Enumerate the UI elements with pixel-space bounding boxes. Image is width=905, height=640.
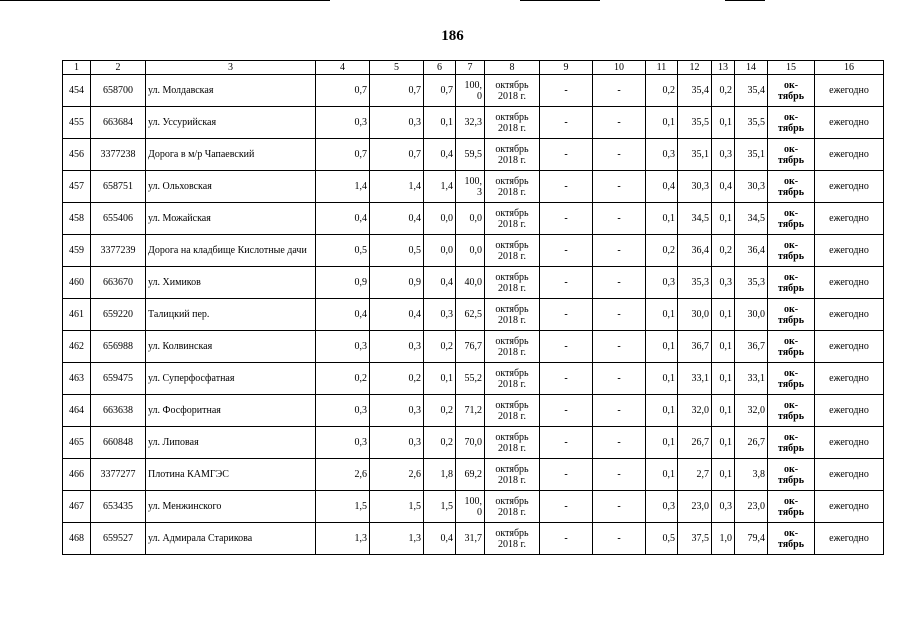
cell-month: ок- тябрь — [768, 171, 815, 203]
cell-col-13: 0,3 — [712, 267, 735, 299]
cell-col-10: - — [593, 203, 646, 235]
cell-col-4: 0,7 — [316, 75, 370, 107]
cell-col-9: - — [540, 203, 593, 235]
cell-road-name: Плотина КАМГЭС — [146, 459, 316, 491]
cell-road-id: 660848 — [91, 427, 146, 459]
cell-road-id: 663670 — [91, 267, 146, 299]
cell-col-11: 0,3 — [646, 267, 678, 299]
cell-col-13: 1,0 — [712, 523, 735, 555]
cell-col-4: 0,3 — [316, 427, 370, 459]
cell-col-11: 0,1 — [646, 427, 678, 459]
cell-col-12: 35,1 — [678, 139, 712, 171]
cell-col-13: 0,1 — [712, 427, 735, 459]
cell-road-name: ул. Можайская — [146, 203, 316, 235]
cell-date: октябрь 2018 г. — [485, 523, 540, 555]
table-row — [63, 523, 884, 555]
cell-col-5: 0,2 — [370, 363, 424, 395]
column-header-16: 16 — [815, 61, 884, 75]
cell-road-name: ул. Молдавская — [146, 75, 316, 107]
cell-col-10: - — [593, 139, 646, 171]
cell-road-name: ул. Химиков — [146, 267, 316, 299]
cell-col-7: 55,2 — [456, 363, 485, 395]
cell-road-id: 3377277 — [91, 459, 146, 491]
cell-month: ок- тябрь — [768, 267, 815, 299]
cell-col-6: 0,2 — [424, 331, 456, 363]
column-header-9: 9 — [540, 61, 593, 75]
cell-month: ок- тябрь — [768, 459, 815, 491]
cell-frequency: ежегодно — [815, 395, 884, 427]
table-row — [63, 363, 884, 395]
cell-col-14: 23,0 — [735, 491, 768, 523]
cell-col-6: 0,4 — [424, 139, 456, 171]
cell-col-7: 59,5 — [456, 139, 485, 171]
cell-col-7: 0,0 — [456, 203, 485, 235]
cell-month: ок- тябрь — [768, 139, 815, 171]
table-row — [63, 395, 884, 427]
cell-col-4: 2,6 — [316, 459, 370, 491]
header-row — [63, 61, 884, 75]
cell-col-7: 69,2 — [456, 459, 485, 491]
cell-col-6: 0,1 — [424, 107, 456, 139]
cell-col-13: 0,1 — [712, 363, 735, 395]
cell-col-11: 0,2 — [646, 75, 678, 107]
cell-col-6: 0,1 — [424, 363, 456, 395]
cell-col-9: - — [540, 107, 593, 139]
cell-col-4: 1,5 — [316, 491, 370, 523]
cell-col-9: - — [540, 235, 593, 267]
cell-col-6: 0,4 — [424, 267, 456, 299]
cell-col-12: 32,0 — [678, 395, 712, 427]
cell-road-id: 663638 — [91, 395, 146, 427]
cell-date: октябрь 2018 г. — [485, 299, 540, 331]
cell-col-9: - — [540, 267, 593, 299]
cell-col-10: - — [593, 107, 646, 139]
column-header-1: 1 — [63, 61, 91, 75]
cell-col-9: - — [540, 427, 593, 459]
cell-month: ок- тябрь — [768, 427, 815, 459]
cell-row-number: 463 — [63, 363, 91, 395]
cell-col-12: 30,0 — [678, 299, 712, 331]
cell-col-4: 0,4 — [316, 203, 370, 235]
cell-col-6: 0,7 — [424, 75, 456, 107]
cell-month: ок- тябрь — [768, 299, 815, 331]
column-header-4: 4 — [316, 61, 370, 75]
cell-road-id: 659527 — [91, 523, 146, 555]
cell-road-id: 658700 — [91, 75, 146, 107]
cell-date: октябрь 2018 г. — [485, 427, 540, 459]
cell-row-number: 460 — [63, 267, 91, 299]
cell-col-10: - — [593, 267, 646, 299]
cell-road-name: ул. Колвинская — [146, 331, 316, 363]
cell-col-14: 35,3 — [735, 267, 768, 299]
cell-col-10: - — [593, 491, 646, 523]
cell-frequency: ежегодно — [815, 459, 884, 491]
cell-date: октябрь 2018 г. — [485, 139, 540, 171]
cell-col-12: 35,4 — [678, 75, 712, 107]
cell-col-5: 0,9 — [370, 267, 424, 299]
cell-col-7: 0,0 — [456, 235, 485, 267]
cell-col-7: 71,2 — [456, 395, 485, 427]
table-row — [63, 267, 884, 299]
cell-col-6: 0,3 — [424, 299, 456, 331]
cell-col-10: - — [593, 459, 646, 491]
cell-month: ок- тябрь — [768, 75, 815, 107]
cell-date: октябрь 2018 г. — [485, 171, 540, 203]
cell-road-id: 3377239 — [91, 235, 146, 267]
cell-col-4: 0,9 — [316, 267, 370, 299]
cell-col-9: - — [540, 331, 593, 363]
table-row — [63, 235, 884, 267]
cell-col-12: 36,7 — [678, 331, 712, 363]
cell-row-number: 465 — [63, 427, 91, 459]
cell-col-4: 0,5 — [316, 235, 370, 267]
cell-col-6: 0,2 — [424, 427, 456, 459]
cell-col-12: 36,4 — [678, 235, 712, 267]
cell-month: ок- тябрь — [768, 491, 815, 523]
table-row — [63, 331, 884, 363]
cell-col-5: 0,3 — [370, 427, 424, 459]
cell-frequency: ежегодно — [815, 299, 884, 331]
cell-row-number: 456 — [63, 139, 91, 171]
cell-col-4: 0,3 — [316, 395, 370, 427]
cell-col-9: - — [540, 523, 593, 555]
cell-row-number: 466 — [63, 459, 91, 491]
cell-col-5: 0,3 — [370, 395, 424, 427]
cell-row-number: 464 — [63, 395, 91, 427]
cell-month: ок- тябрь — [768, 203, 815, 235]
cell-date: октябрь 2018 г. — [485, 235, 540, 267]
column-header-5: 5 — [370, 61, 424, 75]
cell-col-4: 1,4 — [316, 171, 370, 203]
cell-row-number: 458 — [63, 203, 91, 235]
cell-date: октябрь 2018 г. — [485, 267, 540, 299]
cell-road-name: Талицкий пер. — [146, 299, 316, 331]
cell-col-12: 2,7 — [678, 459, 712, 491]
cell-road-name: ул. Менжинского — [146, 491, 316, 523]
page-number: 186 — [441, 28, 464, 44]
cell-col-12: 23,0 — [678, 491, 712, 523]
cell-col-11: 0,1 — [646, 363, 678, 395]
cell-frequency: ежегодно — [815, 427, 884, 459]
cell-col-5: 0,4 — [370, 299, 424, 331]
cell-frequency: ежегодно — [815, 523, 884, 555]
cell-col-11: 0,1 — [646, 395, 678, 427]
cell-date: октябрь 2018 г. — [485, 107, 540, 139]
cell-date: октябрь 2018 г. — [485, 75, 540, 107]
cell-frequency: ежегодно — [815, 139, 884, 171]
cell-col-6: 0,0 — [424, 203, 456, 235]
cell-col-11: 0,1 — [646, 107, 678, 139]
top-rule-left — [0, 0, 330, 1]
cell-date: октябрь 2018 г. — [485, 331, 540, 363]
cell-col-13: 0,3 — [712, 139, 735, 171]
cell-row-number: 454 — [63, 75, 91, 107]
cell-col-6: 0,4 — [424, 523, 456, 555]
cell-col-14: 30,0 — [735, 299, 768, 331]
cell-col-6: 1,5 — [424, 491, 456, 523]
cell-col-14: 34,5 — [735, 203, 768, 235]
cell-col-10: - — [593, 363, 646, 395]
cell-col-10: - — [593, 235, 646, 267]
column-header-13: 13 — [712, 61, 735, 75]
cell-row-number: 459 — [63, 235, 91, 267]
cell-row-number: 455 — [63, 107, 91, 139]
top-rule-mid — [520, 0, 600, 1]
cell-col-10: - — [593, 331, 646, 363]
column-header-11: 11 — [646, 61, 678, 75]
column-header-6: 6 — [424, 61, 456, 75]
cell-col-11: 0,4 — [646, 171, 678, 203]
cell-date: октябрь 2018 г. — [485, 395, 540, 427]
top-rule-right — [725, 0, 765, 1]
table-row — [63, 203, 884, 235]
cell-col-10: - — [593, 75, 646, 107]
cell-col-7: 100, 0 — [456, 491, 485, 523]
cell-row-number: 467 — [63, 491, 91, 523]
cell-col-9: - — [540, 363, 593, 395]
column-header-15: 15 — [768, 61, 815, 75]
cell-row-number: 462 — [63, 331, 91, 363]
cell-road-name: Дорога на кладбище Кислотные дачи — [146, 235, 316, 267]
cell-col-6: 1,8 — [424, 459, 456, 491]
cell-col-14: 32,0 — [735, 395, 768, 427]
cell-frequency: ежегодно — [815, 107, 884, 139]
cell-month: ок- тябрь — [768, 395, 815, 427]
cell-col-14: 36,4 — [735, 235, 768, 267]
cell-col-6: 0,0 — [424, 235, 456, 267]
table-row — [63, 107, 884, 139]
cell-col-5: 1,5 — [370, 491, 424, 523]
cell-col-7: 31,7 — [456, 523, 485, 555]
cell-frequency: ежегодно — [815, 267, 884, 299]
cell-col-13: 0,1 — [712, 331, 735, 363]
cell-month: ок- тябрь — [768, 523, 815, 555]
cell-col-12: 35,3 — [678, 267, 712, 299]
table-row — [63, 171, 884, 203]
cell-road-id: 659220 — [91, 299, 146, 331]
cell-road-id: 3377238 — [91, 139, 146, 171]
cell-col-5: 2,6 — [370, 459, 424, 491]
table-row — [63, 459, 884, 491]
cell-col-14: 30,3 — [735, 171, 768, 203]
cell-col-9: - — [540, 459, 593, 491]
column-header-10: 10 — [593, 61, 646, 75]
cell-col-5: 0,7 — [370, 75, 424, 107]
cell-col-7: 32,3 — [456, 107, 485, 139]
cell-col-13: 0,2 — [712, 75, 735, 107]
cell-col-12: 34,5 — [678, 203, 712, 235]
table-row — [63, 75, 884, 107]
cell-col-13: 0,4 — [712, 171, 735, 203]
cell-date: октябрь 2018 г. — [485, 459, 540, 491]
cell-col-9: - — [540, 395, 593, 427]
cell-col-14: 26,7 — [735, 427, 768, 459]
cell-col-12: 33,1 — [678, 363, 712, 395]
table-row — [63, 427, 884, 459]
cell-col-7: 100, 3 — [456, 171, 485, 203]
cell-col-5: 0,3 — [370, 331, 424, 363]
table-body — [63, 75, 884, 555]
cell-col-11: 0,1 — [646, 203, 678, 235]
cell-frequency: ежегодно — [815, 331, 884, 363]
cell-col-13: 0,1 — [712, 459, 735, 491]
cell-col-13: 0,2 — [712, 235, 735, 267]
cell-col-5: 0,7 — [370, 139, 424, 171]
cell-col-13: 0,1 — [712, 203, 735, 235]
cell-col-12: 37,5 — [678, 523, 712, 555]
cell-road-id: 663684 — [91, 107, 146, 139]
cell-col-9: - — [540, 491, 593, 523]
cell-col-11: 0,1 — [646, 299, 678, 331]
cell-col-14: 35,5 — [735, 107, 768, 139]
cell-road-name: ул. Адмирала Старикова — [146, 523, 316, 555]
cell-road-name: Дорога в м/р Чапаевский — [146, 139, 316, 171]
cell-col-13: 0,1 — [712, 395, 735, 427]
cell-col-11: 0,5 — [646, 523, 678, 555]
cell-col-11: 0,3 — [646, 139, 678, 171]
cell-col-7: 100, 0 — [456, 75, 485, 107]
column-header-7: 7 — [456, 61, 485, 75]
cell-date: октябрь 2018 г. — [485, 491, 540, 523]
cell-col-6: 1,4 — [424, 171, 456, 203]
cell-month: ок- тябрь — [768, 235, 815, 267]
cell-frequency: ежегодно — [815, 491, 884, 523]
cell-col-13: 0,1 — [712, 107, 735, 139]
cell-col-14: 33,1 — [735, 363, 768, 395]
cell-row-number: 468 — [63, 523, 91, 555]
cell-col-14: 79,4 — [735, 523, 768, 555]
cell-road-name: ул. Липовая — [146, 427, 316, 459]
table-row — [63, 299, 884, 331]
cell-col-4: 0,3 — [316, 107, 370, 139]
cell-date: октябрь 2018 г. — [485, 203, 540, 235]
cell-col-5: 0,3 — [370, 107, 424, 139]
cell-col-11: 0,1 — [646, 459, 678, 491]
cell-col-9: - — [540, 139, 593, 171]
cell-road-name: ул. Фосфоритная — [146, 395, 316, 427]
data-table — [62, 60, 884, 555]
cell-road-name: ул. Суперфосфатная — [146, 363, 316, 395]
cell-road-name: ул. Ольховская — [146, 171, 316, 203]
cell-col-14: 36,7 — [735, 331, 768, 363]
cell-col-7: 40,0 — [456, 267, 485, 299]
cell-road-id: 659475 — [91, 363, 146, 395]
cell-road-id: 655406 — [91, 203, 146, 235]
cell-col-11: 0,3 — [646, 491, 678, 523]
cell-col-11: 0,2 — [646, 235, 678, 267]
cell-col-10: - — [593, 299, 646, 331]
column-header-2: 2 — [91, 61, 146, 75]
cell-col-13: 0,3 — [712, 491, 735, 523]
cell-month: ок- тябрь — [768, 331, 815, 363]
cell-road-name: ул. Уссурийская — [146, 107, 316, 139]
column-header-3: 3 — [146, 61, 316, 75]
cell-col-5: 0,4 — [370, 203, 424, 235]
cell-row-number: 457 — [63, 171, 91, 203]
cell-col-10: - — [593, 171, 646, 203]
cell-col-5: 1,4 — [370, 171, 424, 203]
column-header-8: 8 — [485, 61, 540, 75]
cell-col-14: 35,1 — [735, 139, 768, 171]
cell-col-7: 76,7 — [456, 331, 485, 363]
cell-col-4: 0,3 — [316, 331, 370, 363]
cell-row-number: 461 — [63, 299, 91, 331]
cell-col-6: 0,2 — [424, 395, 456, 427]
cell-col-14: 3,8 — [735, 459, 768, 491]
cell-col-7: 70,0 — [456, 427, 485, 459]
cell-col-10: - — [593, 523, 646, 555]
cell-date: октябрь 2018 г. — [485, 363, 540, 395]
cell-month: ок- тябрь — [768, 107, 815, 139]
table-row — [63, 139, 884, 171]
cell-col-10: - — [593, 427, 646, 459]
cell-frequency: ежегодно — [815, 235, 884, 267]
cell-col-4: 1,3 — [316, 523, 370, 555]
cell-col-10: - — [593, 395, 646, 427]
cell-col-12: 26,7 — [678, 427, 712, 459]
cell-month: ок- тябрь — [768, 363, 815, 395]
cell-col-12: 30,3 — [678, 171, 712, 203]
cell-col-13: 0,1 — [712, 299, 735, 331]
cell-col-9: - — [540, 171, 593, 203]
cell-frequency: ежегодно — [815, 75, 884, 107]
cell-col-5: 1,3 — [370, 523, 424, 555]
cell-col-4: 0,4 — [316, 299, 370, 331]
cell-road-id: 653435 — [91, 491, 146, 523]
cell-col-14: 35,4 — [735, 75, 768, 107]
cell-col-9: - — [540, 299, 593, 331]
cell-frequency: ежегодно — [815, 363, 884, 395]
cell-col-4: 0,2 — [316, 363, 370, 395]
cell-col-5: 0,5 — [370, 235, 424, 267]
cell-col-4: 0,7 — [316, 139, 370, 171]
cell-col-7: 62,5 — [456, 299, 485, 331]
cell-road-id: 656988 — [91, 331, 146, 363]
cell-frequency: ежегодно — [815, 203, 884, 235]
cell-col-12: 35,5 — [678, 107, 712, 139]
cell-road-id: 658751 — [91, 171, 146, 203]
table-row — [63, 491, 884, 523]
cell-col-9: - — [540, 75, 593, 107]
cell-col-11: 0,1 — [646, 331, 678, 363]
cell-frequency: ежегодно — [815, 171, 884, 203]
column-header-14: 14 — [735, 61, 768, 75]
column-header-12: 12 — [678, 61, 712, 75]
